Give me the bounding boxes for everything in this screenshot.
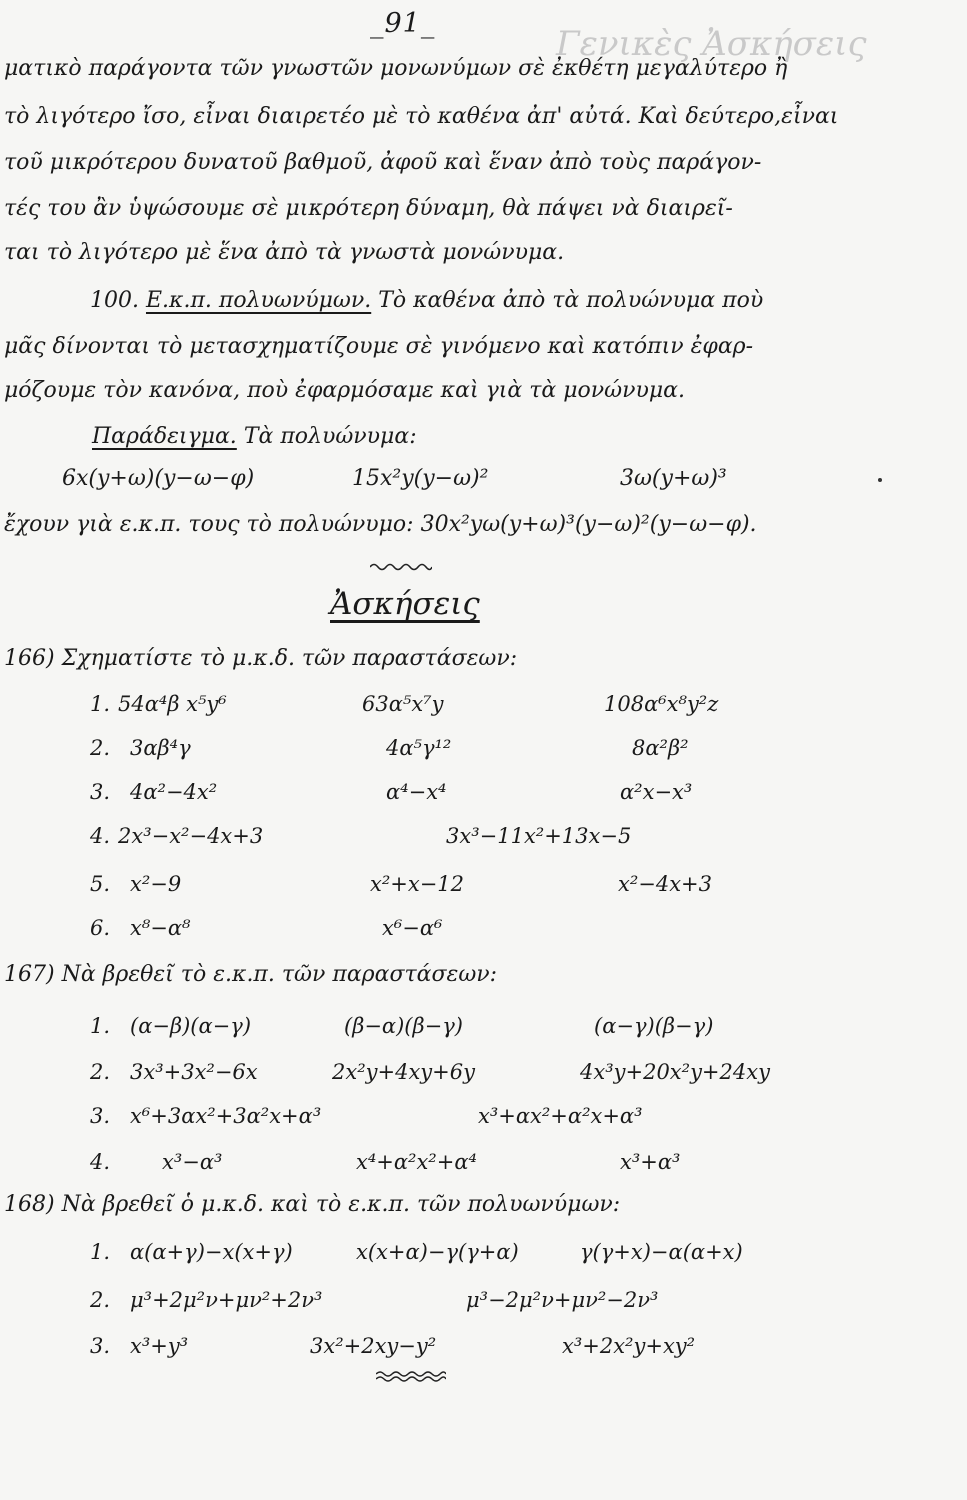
- expression: x³+2x²y+xy²: [562, 1334, 696, 1358]
- prose-line: τὸ λιγότερο ἴσο, εἶναι διαιρετέο μὲ τὸ καθένα ἀπ' αὐτά. Καὶ δεύτερο,εἶναι: [4, 104, 839, 129]
- expression: (α−β)(α−γ): [130, 1014, 252, 1038]
- example-poly: 3ω(y+ω)³: [620, 466, 727, 491]
- exercise-prompt: [4, 1192, 620, 1217]
- expression: α(α+γ)−x(x+γ): [130, 1240, 293, 1264]
- expression: x²−4x+3: [618, 872, 713, 896]
- expression: 2x³−x²−4x+3: [118, 824, 264, 848]
- page-number: _91_: [370, 8, 436, 39]
- expression: μ³−2μ²ν+μν²−2ν³: [466, 1288, 659, 1312]
- exercises-heading: Ἀσκήσεις: [330, 586, 480, 622]
- section-number: 100.: [90, 288, 139, 313]
- section-title: Ε.κ.π. πολυωνύμων.: [145, 288, 372, 313]
- expression: x⁸−α⁸: [130, 916, 191, 940]
- row-number: 1.: [90, 692, 111, 716]
- ink-dot: [878, 478, 882, 482]
- prose-line: τές του ἂν ὑψώσουμε σὲ μικρότερη δύναμη, θὰ πάψει νὰ διαιρεῖ-: [4, 196, 733, 221]
- bleed-through-title: Γενικὲς Ἀσκήσεις: [556, 24, 867, 64]
- wavy-divider: [370, 562, 432, 572]
- example-poly: 6x(y+ω)(y−ω−φ): [62, 466, 255, 491]
- prose-line: ματικὸ παράγοντα τῶν γνωστῶν μονωνύμων σὲ ἐκθέτη μεγαλύτερο ἢ: [4, 56, 788, 81]
- expression: 4x³y+20x²y+24xy: [580, 1060, 770, 1084]
- expression: x²−9: [130, 872, 182, 896]
- row-number: 2.: [90, 1060, 111, 1084]
- row-number: 2.: [90, 1288, 111, 1312]
- expression: 3x³−11x²+13x−5: [446, 824, 632, 848]
- row-number: 4.: [90, 1150, 111, 1174]
- row-number: 3.: [90, 1104, 111, 1128]
- expression: γ(γ+x)−α(α+x): [580, 1240, 743, 1264]
- expression: 54α⁴β x⁵y⁶: [118, 692, 227, 716]
- row-number: 2.: [90, 736, 111, 760]
- example-poly: 15x²y(y−ω)²: [352, 466, 489, 491]
- section-line: μόζουμε τὸν κανόνα, ποὺ ἐφαρμόσαμε καὶ γιὰ τὰ μονώνυμα.: [4, 378, 685, 403]
- exercise-prompt: [4, 646, 517, 671]
- expression: 4α⁵γ¹²: [386, 736, 452, 760]
- example-header: [92, 424, 417, 449]
- expression: (α−γ)(β−γ): [594, 1014, 714, 1038]
- example-label: Παράδειγμα.: [92, 424, 237, 449]
- expression: x³+α³: [620, 1150, 681, 1174]
- exercise-prompt: [4, 962, 497, 987]
- expression: 4α²−4x²: [130, 780, 218, 804]
- example-result: ἔχουν γιὰ ε.κ.π. τους τὸ πολυώνυμο: 30x²yω(y+ω)³(y−ω)²(y−ω−φ).: [4, 512, 757, 537]
- expression: x(x+α)−γ(γ+α): [356, 1240, 519, 1264]
- row-number: 4.: [90, 824, 111, 848]
- expression: 3x²+2xy−y²: [310, 1334, 437, 1358]
- exercise-number: 166): [4, 646, 55, 671]
- exercise-text: Νὰ βρεθεῖ τὸ ε.κ.π. τῶν παραστάσεων:: [61, 962, 498, 987]
- expression: x³+y³: [130, 1334, 189, 1358]
- row-number: 3.: [90, 1334, 111, 1358]
- expression: 8α²β²: [632, 736, 689, 760]
- expression: α⁴−x⁴: [386, 780, 447, 804]
- expression: (β−α)(β−γ): [344, 1014, 463, 1038]
- example-text: Τὰ πολυώνυμα:: [243, 424, 417, 449]
- section-header: [90, 288, 763, 313]
- exercise-number: 167): [4, 962, 55, 987]
- expression: μ³+2μ²ν+μν²+2ν³: [130, 1288, 323, 1312]
- expression: x⁶+3αx²+3α²x+α³: [130, 1104, 322, 1128]
- section-line: μᾶς δίνονται τὸ μετασχηματίζουμε σὲ γινόμενο καὶ κατόπιν ἐφαρ-: [4, 334, 754, 359]
- row-number: 1.: [90, 1014, 111, 1038]
- expression: 3αβ⁴γ: [130, 736, 191, 760]
- expression: x²+x−12: [370, 872, 465, 896]
- row-number: 1.: [90, 1240, 111, 1264]
- expression: 63α⁵x⁷y: [362, 692, 444, 716]
- wavy-underline: [376, 1370, 446, 1382]
- prose-line: ται τὸ λιγότερο μὲ ἕνα ἀπὸ τὰ γνωστὰ μονώνυμα.: [4, 240, 565, 265]
- prose-line: τοῦ μικρότερου δυνατοῦ βαθμοῦ, ἀφοῦ καὶ ἕναν ἀπὸ τοὺς παράγον-: [4, 150, 762, 175]
- exercise-number: 168): [4, 1192, 55, 1217]
- section-text: Τὸ καθένα ἀπὸ τὰ πολυώνυμα ποὺ: [378, 288, 764, 313]
- row-number: 3.: [90, 780, 111, 804]
- row-number: 5.: [90, 872, 111, 896]
- row-number: 6.: [90, 916, 111, 940]
- exercise-text: Σχηματίστε τὸ μ.κ.δ. τῶν παραστάσεων:: [61, 646, 518, 671]
- expression: x⁶−α⁶: [382, 916, 443, 940]
- expression: x⁴+α²x²+α⁴: [356, 1150, 477, 1174]
- expression: 2x²y+4xy+6y: [332, 1060, 475, 1084]
- expression: 3x³+3x²−6x: [130, 1060, 258, 1084]
- expression: 108α⁶x⁸y²z: [604, 692, 719, 716]
- expression: x³−α³: [162, 1150, 223, 1174]
- expression: x³+αx²+α²x+α³: [478, 1104, 643, 1128]
- expression: α²x−x³: [620, 780, 693, 804]
- exercise-text: Νὰ βρεθεῖ ὁ μ.κ.δ. καὶ τὸ ε.κ.π. τῶν πολυωνύμων:: [61, 1192, 621, 1217]
